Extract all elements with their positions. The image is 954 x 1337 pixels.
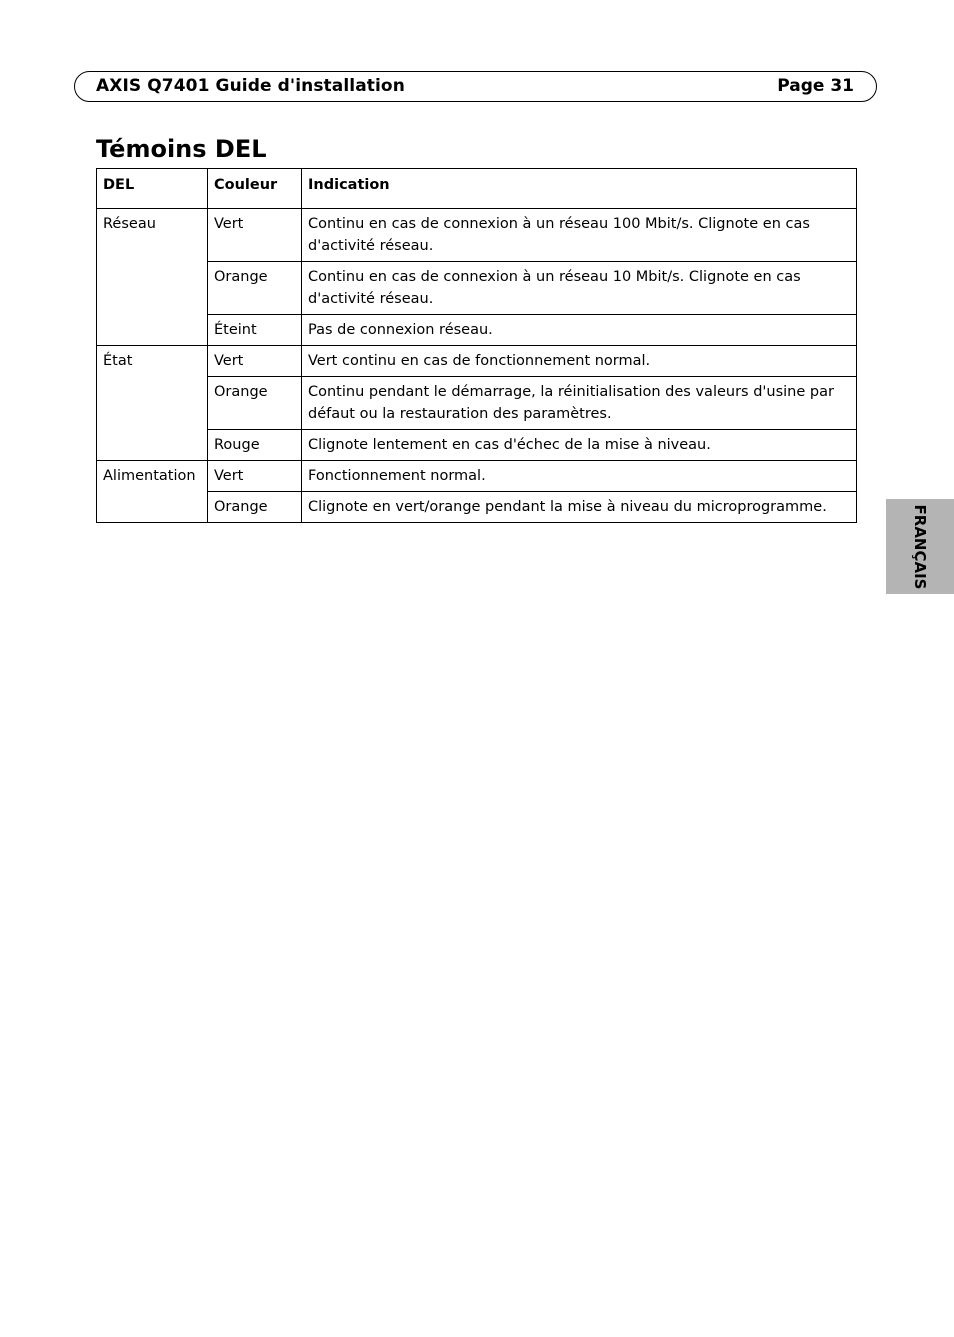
color-cell: Orange bbox=[208, 262, 302, 315]
language-tab-label: FRANÇAIS bbox=[911, 504, 929, 589]
indication-cell: Vert continu en cas de fonctionnement normal. bbox=[302, 346, 857, 377]
table-row bbox=[97, 209, 857, 262]
indication-cell: Continu pendant le démarrage, la réinitialisation des valeurs d'usine par défaut ou la restauration des paramètres. bbox=[302, 377, 857, 430]
table-header-row bbox=[97, 169, 857, 209]
indication-cell: Continu en cas de connexion à un réseau 10 Mbit/s. Clignote en cas d'activité réseau. bbox=[302, 262, 857, 315]
section-title: Témoins DEL bbox=[96, 135, 267, 163]
column-header-del: DEL bbox=[97, 169, 208, 209]
page-number: Page 31 bbox=[777, 76, 854, 96]
column-header-indication: Indication bbox=[302, 169, 857, 209]
table-row bbox=[97, 346, 857, 377]
color-cell: Orange bbox=[208, 492, 302, 523]
color-cell: Vert bbox=[208, 209, 302, 262]
led-table bbox=[96, 168, 857, 523]
indication-cell: Continu en cas de connexion à un réseau 100 Mbit/s. Clignote en cas d'activité réseau. bbox=[302, 209, 857, 262]
led-name-cell: État bbox=[97, 346, 208, 461]
document-title: AXIS Q7401 Guide d'installation bbox=[96, 76, 405, 96]
color-cell: Vert bbox=[208, 461, 302, 492]
table-row bbox=[97, 461, 857, 492]
color-cell: Orange bbox=[208, 377, 302, 430]
table-row bbox=[97, 315, 857, 346]
color-cell: Éteint bbox=[208, 315, 302, 346]
color-cell: Vert bbox=[208, 346, 302, 377]
indication-cell: Clignote lentement en cas d'échec de la mise à niveau. bbox=[302, 430, 857, 461]
led-name-cell: Réseau bbox=[97, 209, 208, 346]
led-name-cell: Alimentation bbox=[97, 461, 208, 523]
language-tab bbox=[886, 499, 954, 594]
table-row bbox=[97, 430, 857, 461]
column-header-couleur: Couleur bbox=[208, 169, 302, 209]
table-row bbox=[97, 492, 857, 523]
page-header bbox=[74, 71, 877, 102]
indication-cell: Clignote en vert/orange pendant la mise à niveau du microprogramme. bbox=[302, 492, 857, 523]
indication-cell: Fonctionnement normal. bbox=[302, 461, 857, 492]
table-row bbox=[97, 262, 857, 315]
indication-cell: Pas de connexion réseau. bbox=[302, 315, 857, 346]
color-cell: Rouge bbox=[208, 430, 302, 461]
table-row bbox=[97, 377, 857, 430]
